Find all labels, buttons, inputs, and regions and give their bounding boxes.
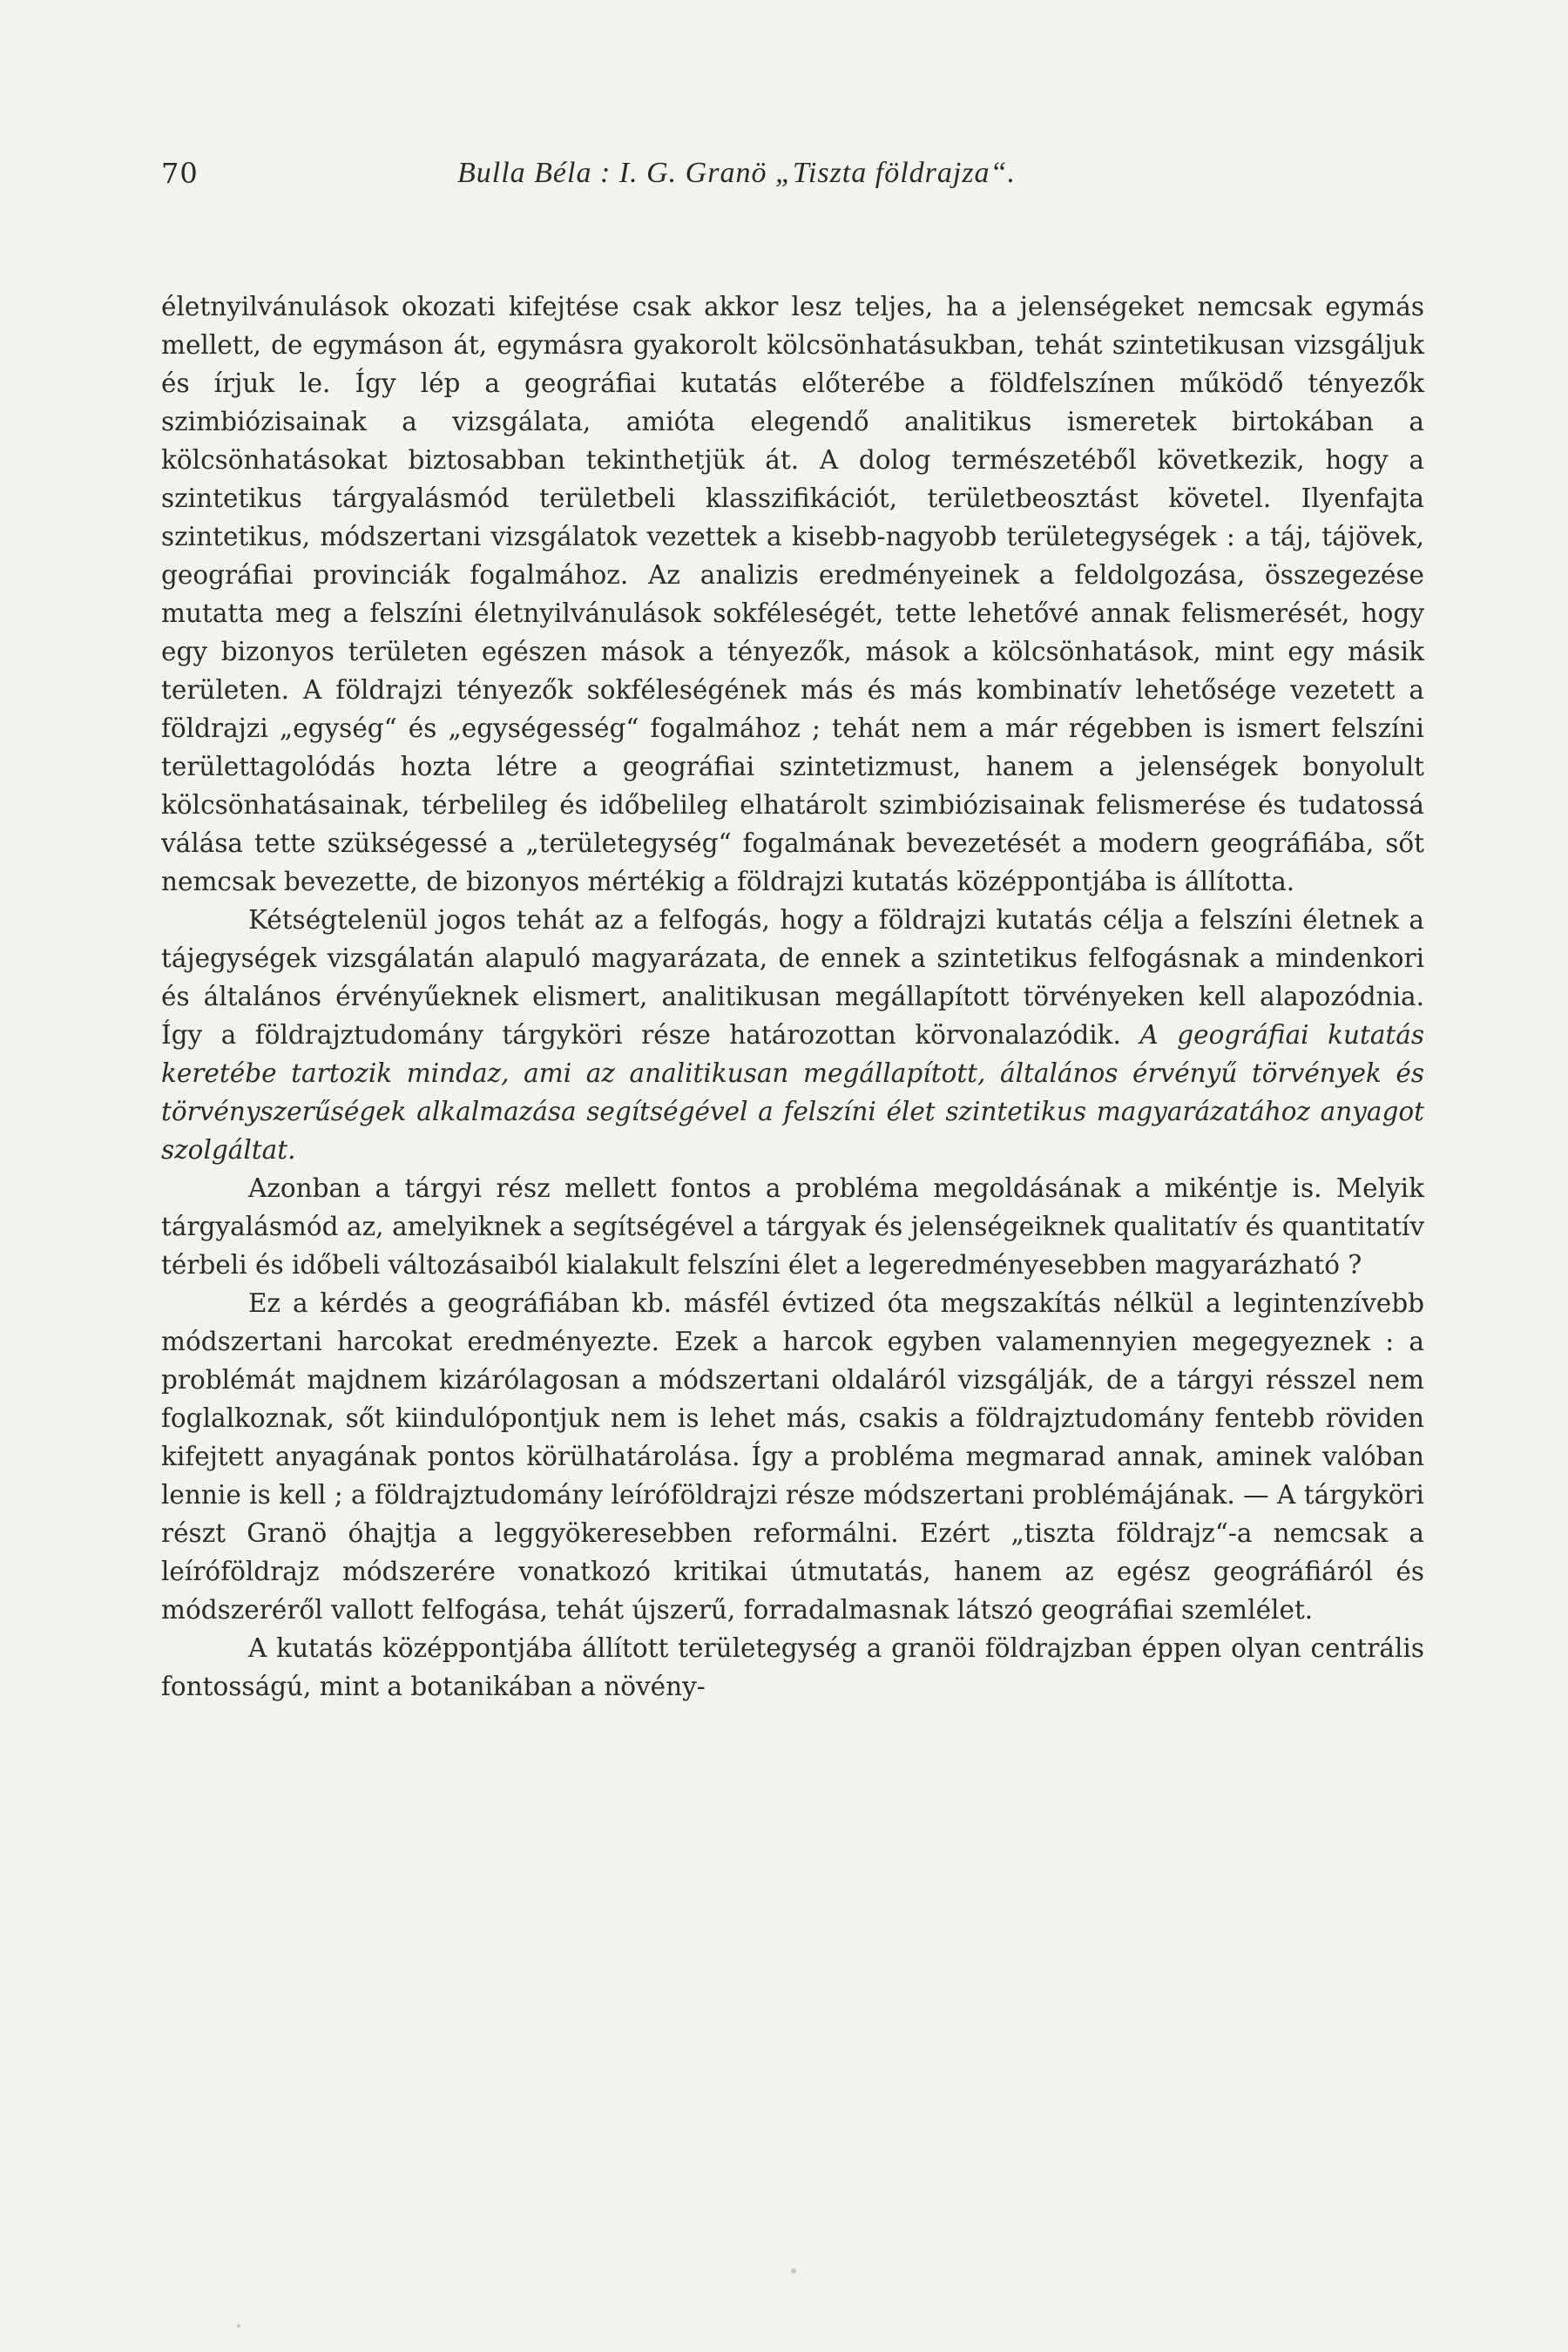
paragraph-3-text: Azonban a tárgyi rész mellett fontos a probléma megoldásának a mikéntje is. Melyik tárgyalásmód az, amelyiknek a segítségével a tárgyak és jelenségeiknek qualitatív és quantitatív térbeli és időbeli változásaiból kialakult felszíni élet a legeredményesebben magyarázható ? xyxy=(161,1173,1424,1280)
paragraph-2-text: Kétségtelenül jogos tehát az a felfogás, hogy a földrajzi kutatás célja a felszíni életnek a tájegységek vizsgálatán alapuló magyarázata, de ennek a szintetikus felfogásnak a mindenkori és általános érvényűeknek elismert, analitikusan megállapított törvényeken kell alapozódnia. Így a földrajztudomány tárgyköri része határozottan körvonalazódik. xyxy=(161,905,1424,1050)
paragraph-4 xyxy=(161,1284,1424,1629)
running-head: Bulla Béla : I. G. Granö „Tiszta földrajza“. xyxy=(457,157,1016,189)
page-header xyxy=(161,157,1407,200)
paragraph-2 xyxy=(161,901,1424,1169)
page-number: 70 xyxy=(161,157,199,190)
paragraph-5 xyxy=(161,1629,1424,1706)
paragraph-1-text: életnyilvánulások okozati kifejtése csak akkor lesz teljes, ha a jelenségeket nemcsak egymás mellett, de egymáson át, egymásra gyakorolt kölcsönhatásukban, tehát szintetikusan vizsgáljuk és írjuk le. Így lép a geográfiai kutatás előterébe a földfelszínen működő tényezők szimbiózisainak a vizsgálata, amióta elegendő analitikus ismeretek birtokában a kölcsönhatásokat biztosabban tekinthetjük át. A dolog természetéből következik, hogy a szintetikus tárgyalásmód területbeli klasszifikációt, területbeosztást követel. Ilyenfajta szintetikus, módszertani vizsgálatok vezettek a kisebb-nagyobb területegységek : a táj, tájövek, geográfiai provinciák fogalmához. Az analizis eredményeinek a feldolgozása, összegezése mutatta meg a felszíni életnyilvánulások sokféleségét, tette lehetővé annak felismerését, hogy egy bizonyos területen egészen mások a tényezők, mások a kölcsönhatások, mint egy másik területen. A földrajzi tényezők sokféleségének más és más kombinatív lehetősége vezetett a földrajzi „egység“ és „egységesség“ fogalmához ; tehát nem a már régebben is ismert felszíni területtagolódás hozta létre a geográfiai szintetizmust, hanem a jelenségek bonyolult kölcsönhatásainak, térbelileg és időbelileg elhatárolt szimbiózisainak felismerése és tudatossá válása tette szükségessé a „területegység“ fogalmának bevezetését a modern geográfiába, sőt nemcsak bevezette, de bizonyos mértékig a földrajzi kutatás középpontjába is állította. xyxy=(161,292,1424,896)
paragraph-3 xyxy=(161,1169,1424,1284)
paper-speck xyxy=(237,2324,240,2328)
paragraph-1 xyxy=(161,287,1424,901)
paragraph-5-text: A kutatás középpontjába állított területegység a granöi földrajzban éppen olyan centrális fontosságú, mint a botanikában a növény- xyxy=(161,1633,1424,1701)
paragraph-2-emphasis: A geográfiai kutatás keretébe tartozik mindaz, ami az analitikusan megállapított, általános érvényű törvények és törvényszerűségek alkalmazása segítségével a felszíni élet szintetikus magyarázatához anyagot szolgáltat. xyxy=(161,1020,1424,1165)
paper-speck xyxy=(791,2268,796,2274)
body-text xyxy=(161,287,1424,1706)
paragraph-4-text: Ez a kérdés a geográfiában kb. másfél évtized óta megszakítás nélkül a legintenzívebb módszertani harcokat eredményezte. Ezek a harcok egyben valamennyien megegyeznek : a problémát majdnem kizárólagosan a módszertani oldaláról vizsgálják, de a tárgyi résszel nem foglalkoznak, sőt kiindulópontjuk nem is lehet más, csakis a földrajztudomány fentebb röviden kifejtett anyagának pontos körülhatárolása. Így a probléma megmarad annak, aminek valóban lennie is kell ; a földrajztudomány leíróföldrajzi része módszertani problémájának. — A tárgyköri részt Granö óhajtja a leggyökeresebben reformálni. Ezért „tiszta földrajz“-a nemcsak a leíróföldrajz módszerére vonatkozó kritikai útmutatás, hanem az egész geográfiáról és módszeréről vallott felfogása, tehát újszerű, forradalmasnak látszó geográfiai szemlélet. xyxy=(161,1288,1424,1625)
